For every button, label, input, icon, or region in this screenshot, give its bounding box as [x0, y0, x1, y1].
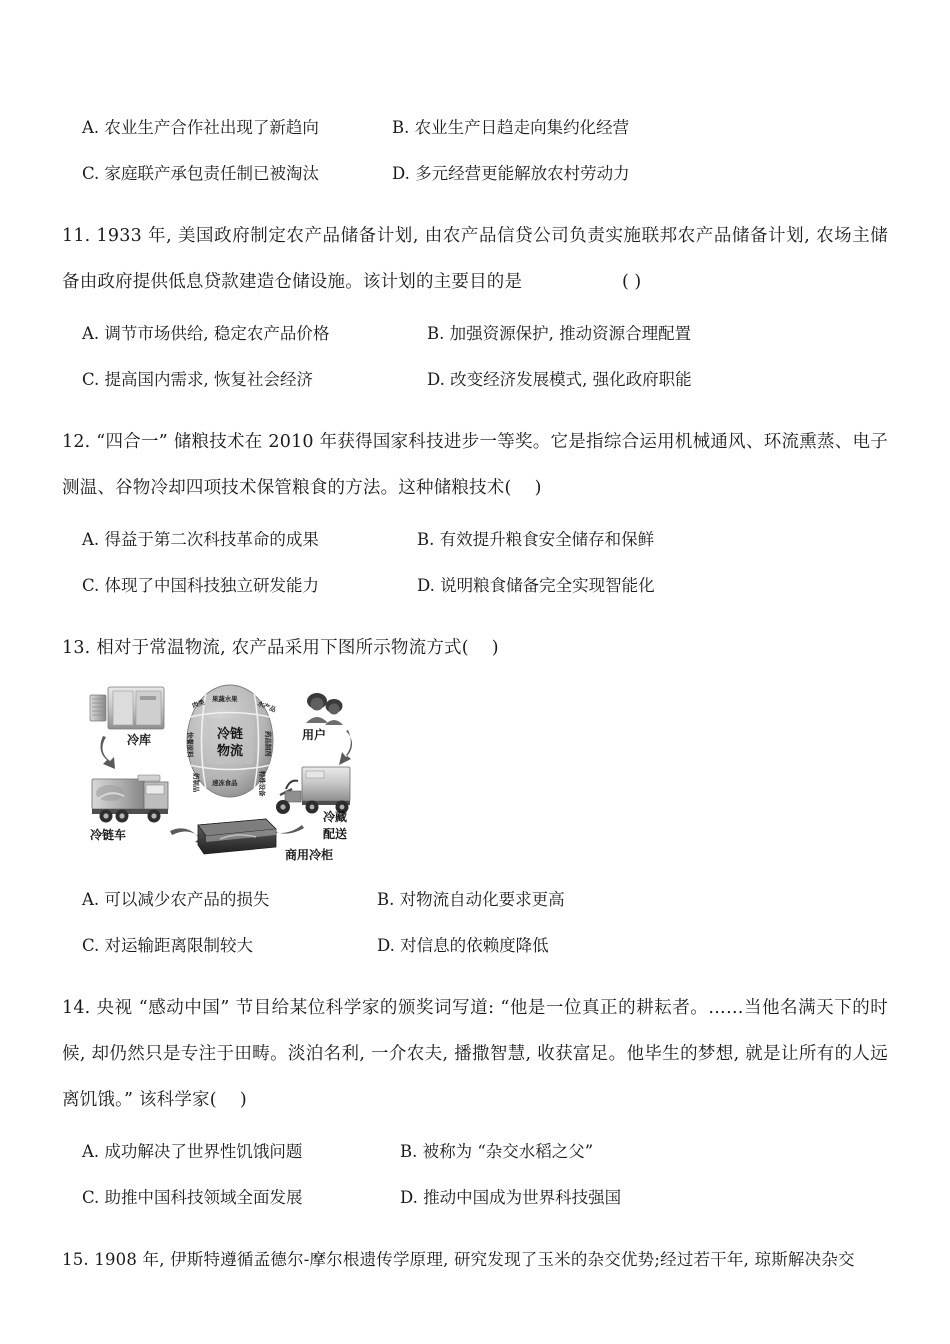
option-d[interactable]: D. 多元经营更能解放农村劳动力 [392, 164, 630, 183]
segment-label-fastfood: 快餐原料 [186, 732, 194, 758]
segment-label-special-equip: 特殊设备 [258, 771, 266, 797]
segment-label-dairy: 奶制品 [192, 773, 200, 793]
arrow-down-right-icon [339, 730, 352, 765]
question-options-row [62, 877, 888, 923]
question-stem-13: 13. 相对于常温物流, 农产品采用下图所示物流方式( ) [62, 638, 499, 658]
option-a[interactable]: A. 成功解决了世界性饥饿问题 [82, 1142, 303, 1161]
option-c[interactable]: C. 助推中国科技领域全面发展 [82, 1188, 303, 1207]
refrigerated-delivery-label-2: 配送 [323, 827, 348, 841]
spacer [62, 1221, 888, 1237]
segment-label-pharma: 药品制剂 [264, 731, 272, 757]
arrow-down-left-icon [100, 736, 115, 769]
cold-chain-truck-icon [92, 775, 168, 823]
spacer [62, 609, 888, 625]
question-options-row [62, 563, 888, 609]
option-b[interactable]: B. 被称为 “杂交水稻之父” [400, 1142, 594, 1161]
cold-chain-truck-label: 冷链车 [90, 828, 127, 842]
segment-label-fruit-veg: 果蔬水果 [212, 695, 238, 703]
option-a[interactable]: A. 农业生产合作社出现了新趋向 [82, 118, 319, 137]
option-c[interactable]: C. 体现了中国科技独立研发能力 [82, 576, 320, 595]
question-options-row [62, 311, 888, 357]
question-stem-11: 11. 1933 年, 美国政府制定农产品储备计划, 由农产品信贷公司负责实施联邦农产品储备计划, 农场主储备由政府提供低息贷款建造仓储设施。该计划的主要目的是 [62, 226, 888, 292]
option-b[interactable]: B. 对物流自动化要求更高 [377, 890, 565, 909]
refrigerated-delivery-icon [276, 767, 350, 814]
option-b[interactable]: B. 加强资源保护, 推动资源合理配置 [427, 324, 692, 343]
option-d[interactable]: D. 改变经济发展模式, 强化政府职能 [427, 370, 692, 389]
option-d[interactable]: D. 说明粮食储备完全实现智能化 [417, 576, 655, 595]
user-icon [306, 693, 343, 725]
option-c[interactable]: C. 对运输距离限制较大 [82, 936, 254, 955]
answer-bracket-11[interactable]: ( ) [622, 272, 642, 292]
sphere-center-line2: 物流 [216, 744, 244, 759]
spacer [62, 403, 888, 419]
cold-storage-icon [90, 687, 164, 729]
question-options-row [62, 517, 888, 563]
user-label: 用户 [302, 728, 327, 742]
question-options-row [62, 357, 888, 403]
cold-chain-logistics-figure [80, 679, 380, 871]
option-c[interactable]: C. 提高国内需求, 恢复社会经济 [82, 370, 314, 389]
option-a[interactable]: A. 得益于第二次科技革命的成果 [82, 530, 319, 549]
cold-storage-label: 冷库 [127, 733, 152, 747]
option-d[interactable]: D. 推动中国成为世界科技强国 [400, 1188, 622, 1207]
option-d[interactable]: D. 对信息的依赖度降低 [377, 936, 549, 955]
option-b[interactable]: B. 有效提升粮食安全储存和保鲜 [417, 530, 655, 549]
option-c[interactable]: C. 家庭联产承包责任制已被淘汰 [82, 164, 320, 183]
segment-label-aquatic: 水产品 [256, 699, 278, 715]
commercial-freezer-icon [198, 819, 276, 854]
spacer [62, 969, 888, 985]
question-stem-14: 14. 央视 “感动中国” 节目给某位科学家的颁奖词写道: “他是一位真正的耕耘者。……当他名满天下的时候, 却仍然只是专注于田畴。淡泊名利, 一介农夫, 播撒智慧, 收获富足。他毕生的梦想, 就是让所有的人远离饥饿。” 该科学家( ) [62, 998, 888, 1110]
option-b[interactable]: B. 农业生产日趋走向集约化经营 [392, 118, 630, 137]
question-options-row [62, 923, 888, 969]
option-a[interactable]: A. 调节市场供给, 稳定农产品价格 [82, 324, 330, 343]
question-options-row [62, 1175, 888, 1221]
question-options-row [62, 1129, 888, 1175]
option-a[interactable]: A. 可以减少农产品的损失 [82, 890, 270, 909]
segment-label-meat: 肉类 [190, 697, 206, 710]
segment-label-frozen: 速冻食品 [212, 779, 238, 787]
refrigerated-delivery-label-1: 冷藏 [323, 810, 348, 824]
question-options-row [62, 151, 888, 197]
question-stem-15: 15. 1908 年, 伊斯特遵循孟德尔-摩尔根遗传学原理, 研究发现了玉米的杂交优势;经过若干年, 琼斯解决杂交 [62, 1250, 855, 1269]
question-options-row [62, 105, 888, 151]
question-stem-12: 12. “四合一” 储粮技术在 2010 年获得国家科技进步一等奖。它是指综合运用机械通风、环流熏蒸、电子测温、谷物冷却四项技术保管粮食的方法。这种储粮技术( ) [62, 432, 888, 498]
sphere-center-line1: 冷链 [216, 727, 244, 742]
commercial-freezer-label: 商用冷柜 [285, 848, 334, 862]
spacer [62, 197, 888, 213]
